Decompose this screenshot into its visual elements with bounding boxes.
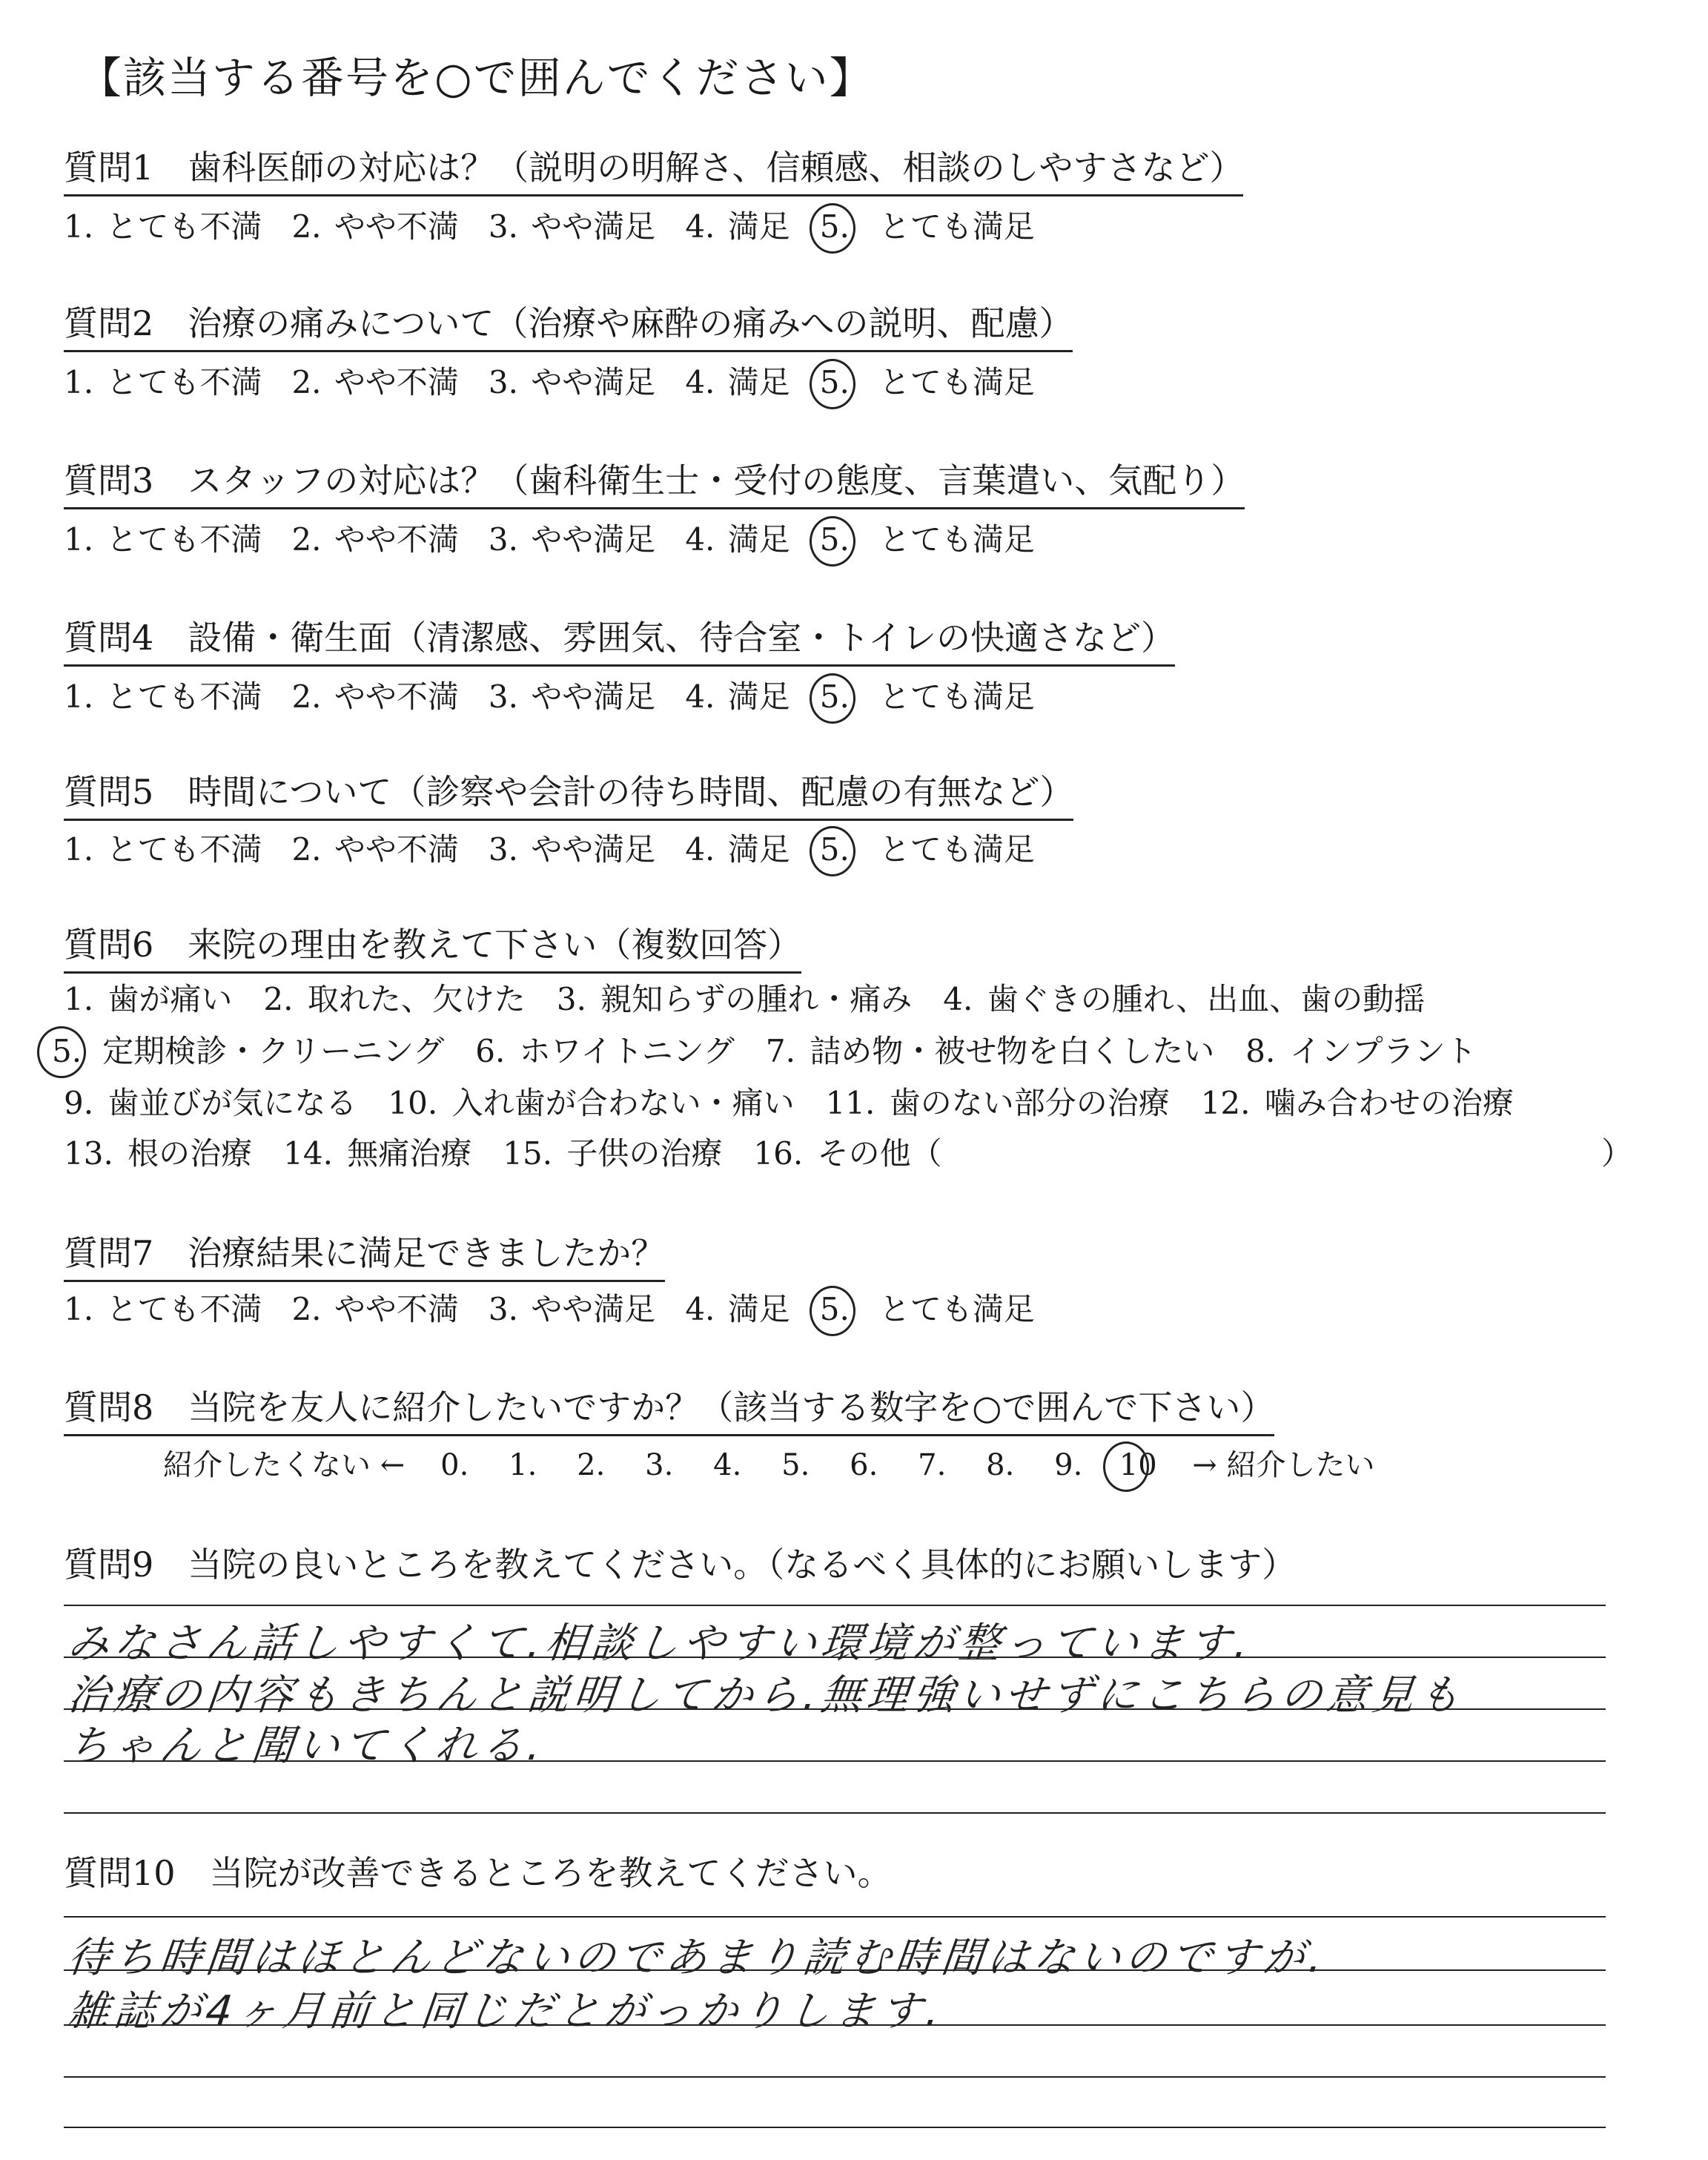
question-label: 質問9 — [64, 1545, 154, 1585]
scale-6[interactable]: 6. — [850, 1448, 878, 1482]
question-4-options — [64, 676, 1035, 718]
question-text: 当院が改善できるところを教えてください。 — [209, 1853, 892, 1893]
option-5-selected[interactable]: 5. — [820, 1289, 850, 1330]
answer-line — [64, 1812, 1606, 1814]
question-label: 質問1 — [64, 148, 154, 188]
option-2[interactable]: 2. やや不満 — [291, 521, 459, 558]
option-5-selected[interactable]: 5. — [820, 829, 850, 871]
option-5-selected[interactable]: 5. — [820, 519, 850, 561]
option-4[interactable]: 4. 満足 — [685, 208, 790, 245]
q9-answer-line-2: 治療の内容もきちんと説明してから.無理強いせずにこちらの意見も — [65, 1671, 1467, 1720]
scale-7[interactable]: 7. — [918, 1448, 947, 1482]
answer-line — [64, 2076, 1606, 2078]
option-3[interactable]: 3. やや満足 — [488, 1291, 656, 1327]
question-5-options — [64, 829, 1035, 871]
option-1[interactable]: 1. とても不満 — [64, 678, 262, 715]
option-5-selected[interactable]: 5. — [820, 676, 850, 718]
scale-0[interactable]: 0. — [440, 1448, 469, 1482]
option-1[interactable]: 1. とても不満 — [64, 521, 262, 558]
question-label: 質問5 — [64, 772, 154, 812]
scale-1[interactable]: 1. — [509, 1448, 537, 1482]
scale-4[interactable]: 4. — [713, 1448, 742, 1482]
answer-line — [64, 2127, 1606, 2128]
option-3[interactable]: 3. やや満足 — [488, 208, 656, 245]
option-5-label: とても満足 — [878, 678, 1035, 715]
scale-right-label: → 紹介したい — [1192, 1448, 1375, 1482]
option-4[interactable]: 4. 満足 — [685, 831, 790, 868]
option-1[interactable]: 1. とても不満 — [64, 364, 262, 400]
question-1-title — [64, 145, 1243, 196]
question-text: 歯科医師の対応は？（説明の明解さ、信頼感、相談のしやすさなど） — [188, 148, 1244, 188]
option-4[interactable]: 4. 満足 — [685, 678, 790, 715]
answer-line — [64, 1916, 1606, 1918]
question-text: 当院を友人に紹介したいですか？（該当する数字を○で囲んで下さい） — [188, 1387, 1275, 1427]
option-2[interactable]: 2. やや不満 — [291, 1291, 459, 1327]
question-5-title — [64, 770, 1073, 821]
scale-10-selected[interactable]: 10 — [1113, 1444, 1162, 1486]
option-4[interactable]: 4. 満足 — [685, 521, 790, 558]
option-5-label: とても満足 — [878, 1291, 1035, 1327]
q9-answer-line-1: みなさん話しやすくて.相談しやすい環境が整っています. — [65, 1619, 1255, 1668]
option-2[interactable]: 2. やや不満 — [291, 678, 459, 715]
question-label: 質問2 — [64, 303, 154, 343]
q10-answer-line-1: 待ち時間はほとんどないのであまり読む時間はないのですが. — [65, 1934, 1329, 1982]
option-3[interactable]: 3. やや満足 — [488, 364, 656, 400]
reason-row-4-close: ） — [1601, 1135, 1633, 1172]
option-1[interactable]: 1. とても不満 — [64, 208, 262, 245]
question-9-title — [64, 1542, 1296, 1587]
option-5-label: とても満足 — [878, 364, 1035, 400]
question-text: 治療の痛みについて（治療や麻酔の痛みへの説明、配慮） — [188, 303, 1073, 343]
scale-3[interactable]: 3. — [645, 1448, 674, 1482]
option-2[interactable]: 2. やや不満 — [291, 208, 459, 245]
option-5-selected[interactable]: 5. — [820, 362, 850, 403]
question-text: 時間について（診察や会計の待ち時間、配慮の有無など） — [188, 772, 1074, 812]
option-5-selected[interactable]: 5. — [820, 206, 850, 248]
q9-answer-line-3: ちゃんと聞いてくれる. — [65, 1722, 548, 1770]
recommend-scale — [163, 1444, 1374, 1486]
q10-answer-line-2: 雑誌が4ヶ月前と同じだとがっかりします. — [65, 1987, 947, 2035]
question-3-options — [64, 519, 1035, 561]
question-text: スタッフの対応は？（歯科衛生士・受付の態度、言葉遣い、気配り） — [188, 460, 1245, 501]
question-2-options — [64, 362, 1035, 403]
question-7-options — [64, 1289, 1035, 1330]
form-header: 【該当する番号を○で囲んでください】 — [79, 53, 874, 103]
reason-5-selected[interactable]: 5. — [52, 1031, 82, 1072]
question-label: 質問8 — [64, 1387, 154, 1427]
option-5-label: とても満足 — [878, 208, 1035, 245]
question-label: 質問6 — [64, 925, 154, 965]
question-label: 質問7 — [64, 1233, 154, 1273]
reason-row-2-text: 定期検診・クリーニング 6. ホワイトニング 7. 詰め物・被せ物を白くしたい 8. インプラント — [102, 1033, 1477, 1069]
question-label: 質問4 — [64, 618, 154, 658]
question-2-title — [64, 301, 1073, 352]
question-label: 質問3 — [64, 460, 154, 501]
option-2[interactable]: 2. やや不満 — [291, 831, 459, 868]
option-4[interactable]: 4. 満足 — [685, 364, 790, 400]
question-8-title — [64, 1385, 1274, 1436]
question-3-title — [64, 458, 1245, 509]
question-text: 設備・衛生面（清潔感、雰囲気、待合室・トイレの快適さなど） — [188, 618, 1175, 658]
reason-row-2 — [52, 1031, 1477, 1072]
scale-2[interactable]: 2. — [577, 1448, 606, 1482]
question-1-options — [64, 206, 1035, 248]
option-1[interactable]: 1. とても不満 — [64, 1291, 262, 1327]
question-text: 治療結果に満足できましたか？ — [188, 1233, 666, 1273]
question-label: 質問10 — [64, 1853, 176, 1893]
reason-row-4: 13. 根の治療 14. 無痛治療 15. 子供の治療 16. その他（ — [64, 1135, 942, 1172]
question-10-title — [64, 1851, 892, 1895]
scale-9[interactable]: 9. — [1054, 1448, 1083, 1482]
question-4-title — [64, 615, 1175, 667]
reason-row-1: 1. 歯が痛い 2. 取れた、欠けた 3. 親知らずの腫れ・痛み 4. 歯ぐきの腫れ、出血、歯の動揺 — [64, 981, 1426, 1017]
option-3[interactable]: 3. やや満足 — [488, 831, 656, 868]
scale-5[interactable]: 5. — [781, 1448, 810, 1482]
question-text: 当院の良いところを教えてください。（なるべく具体的にお願いします） — [188, 1545, 1297, 1585]
option-3[interactable]: 3. やや満足 — [488, 678, 656, 715]
question-7-title — [64, 1231, 665, 1282]
option-5-label: とても満足 — [878, 521, 1035, 558]
scale-8[interactable]: 8. — [986, 1448, 1015, 1482]
question-text: 来院の理由を教えて下さい（複数回答） — [188, 925, 802, 965]
option-3[interactable]: 3. やや満足 — [488, 521, 656, 558]
question-6-title — [64, 922, 801, 974]
scale-left-label: 紹介したくない ← — [163, 1448, 406, 1482]
option-1[interactable]: 1. とても不満 — [64, 831, 262, 868]
answer-line — [64, 1605, 1606, 1606]
reason-row-3: 9. 歯並びが気になる 10. 入れ歯が合わない・痛い 11. 歯のない部分の治療 12. 噛み合わせの治療 — [64, 1085, 1514, 1121]
option-2[interactable]: 2. やや不満 — [291, 364, 459, 400]
option-5-label: とても満足 — [878, 831, 1035, 868]
option-4[interactable]: 4. 満足 — [685, 1291, 790, 1327]
